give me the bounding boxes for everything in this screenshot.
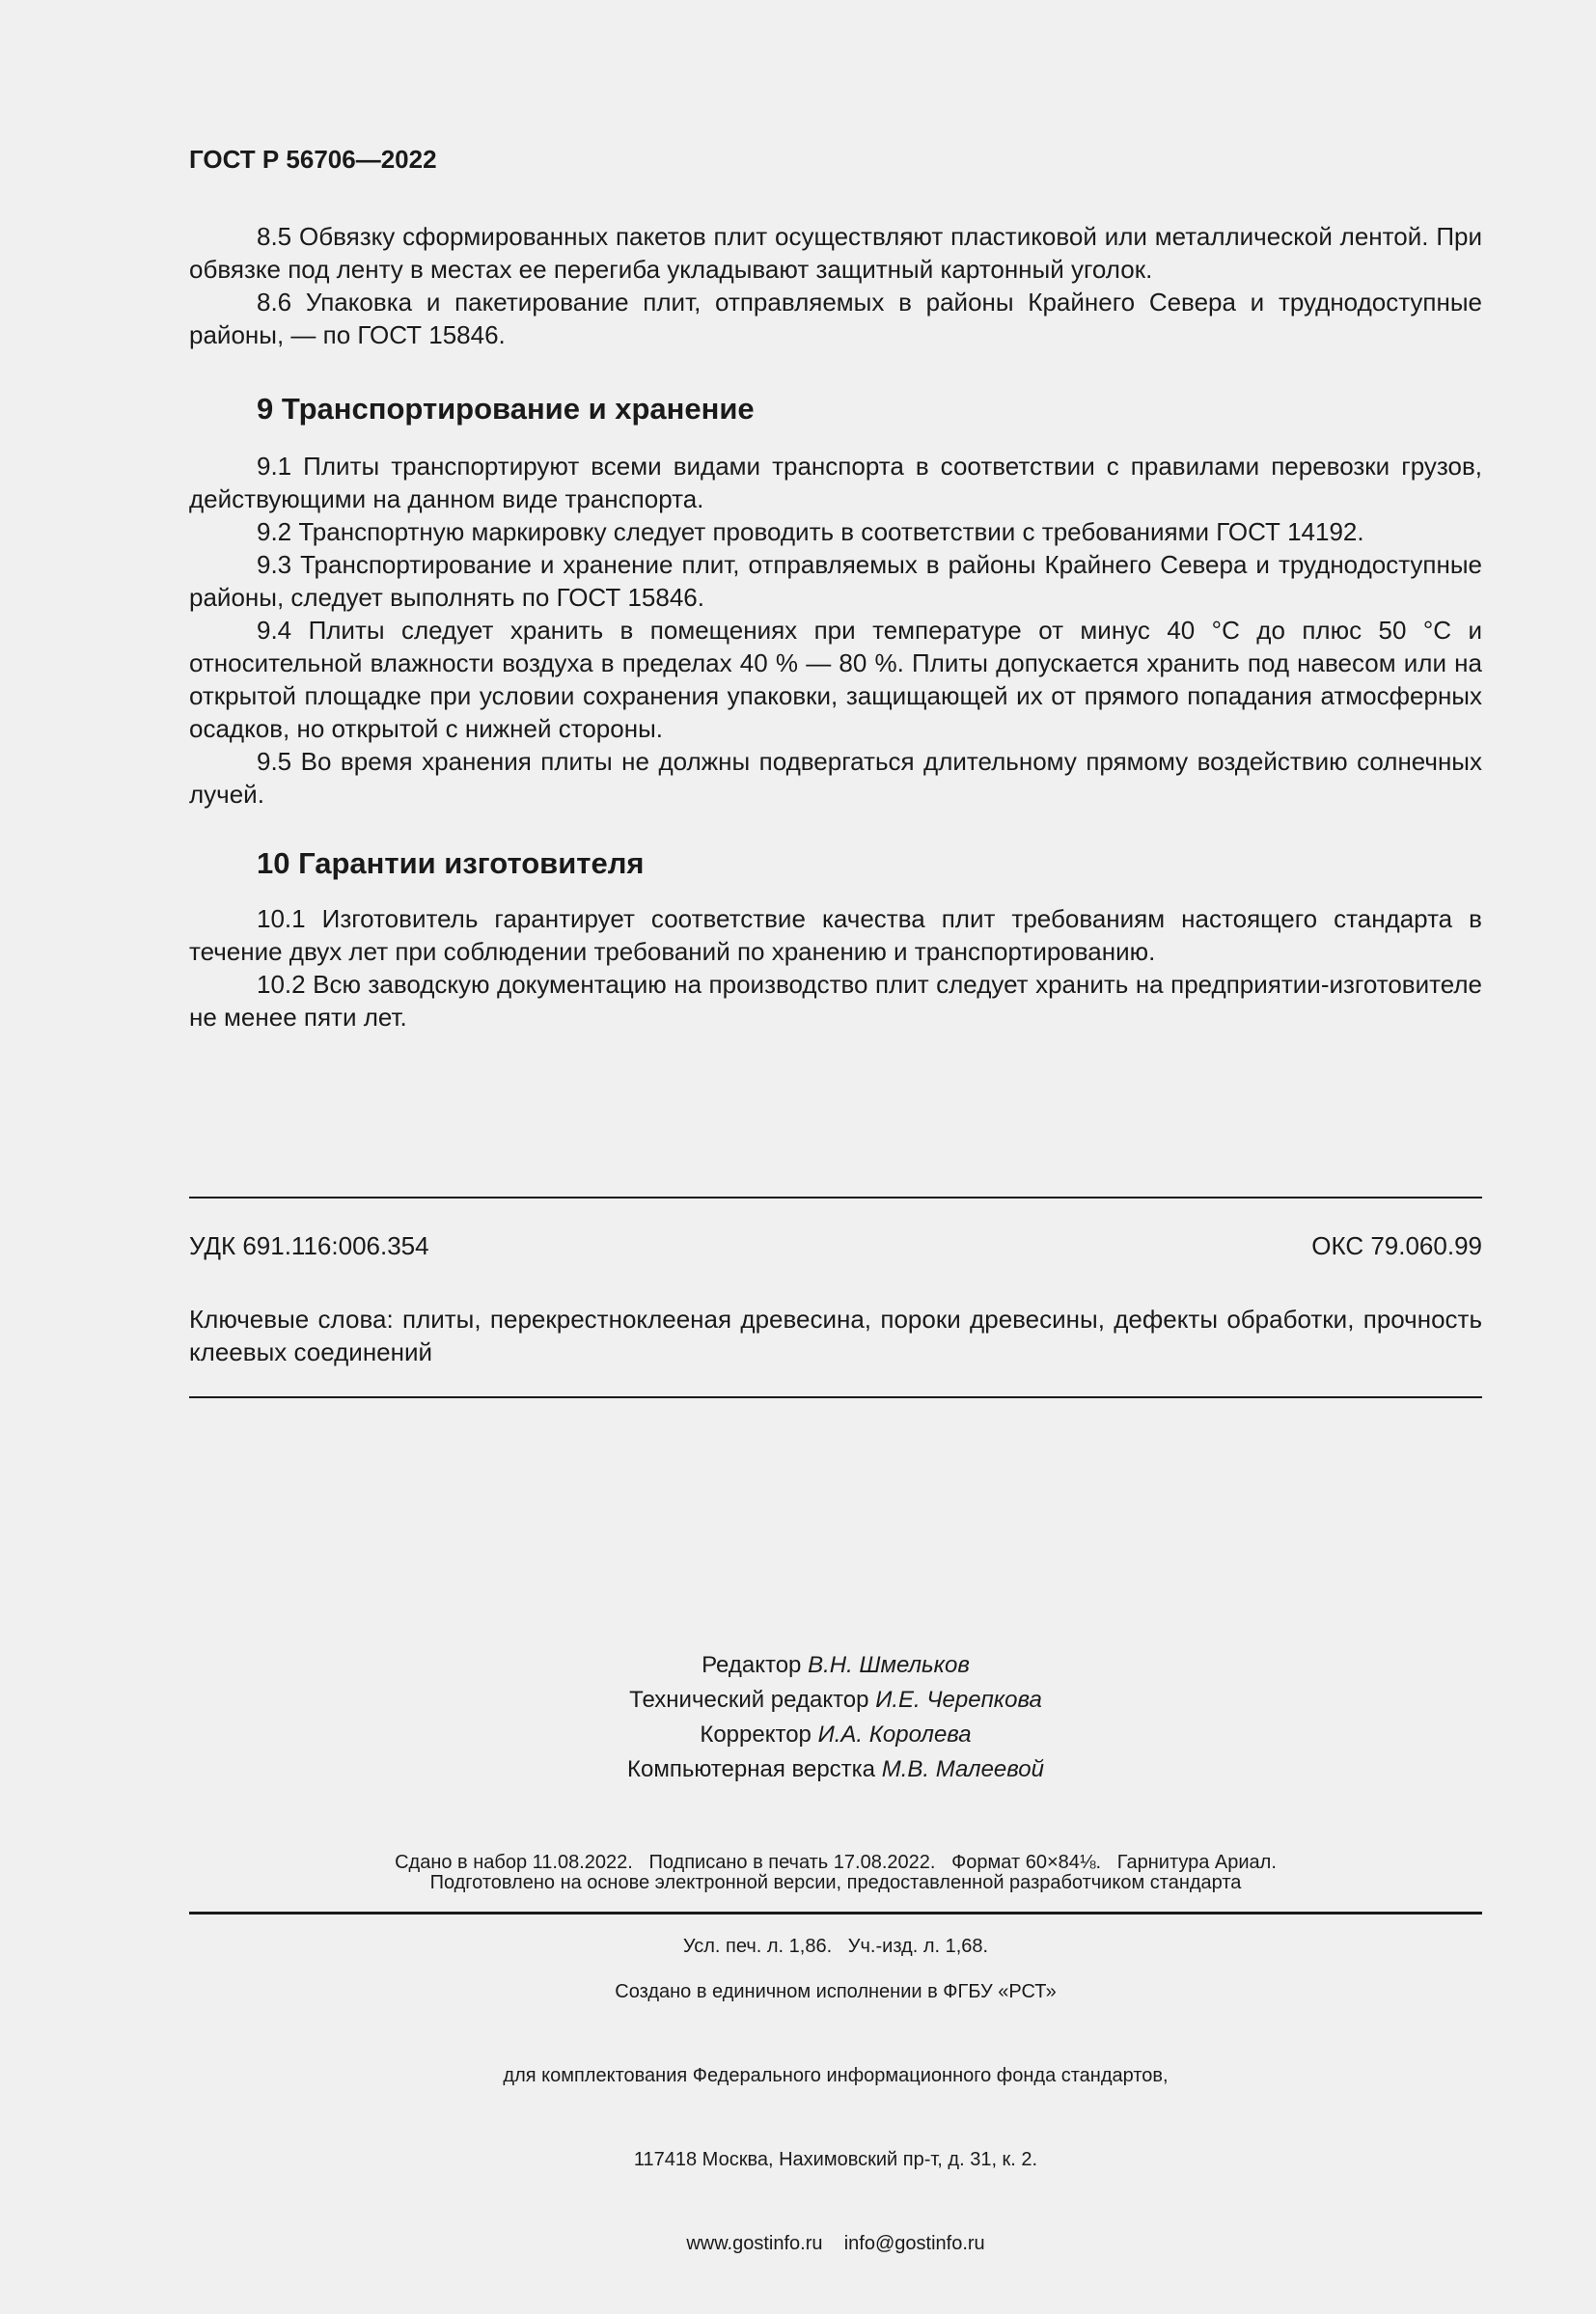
paragraph-9-2: 9.2 Транспортную маркировку следует проводить в соответствии с требованиями ГОСТ 14192. <box>257 517 1364 546</box>
footer-line-2: для комплектования Федерального информационного фонда стандартов, <box>503 2065 1169 2086</box>
credit-editor: Редактор В.Н. Шмельков <box>702 1652 970 1678</box>
credit-proofreader: Корректор И.А. Королева <box>700 1722 972 1748</box>
paragraph-9-3: 9.3 Транспортирование и хранение плит, отправляемых в районы Крайнего Севера и труднодоступные районы, следует выполнять по ГОСТ 15846. <box>189 550 1482 612</box>
credits-block <box>189 1648 1482 1787</box>
section-9 <box>189 390 1482 428</box>
paragraph-9-4: 9.4 Плиты следует хранить в помещениях при температуре от минус 40 °С до плюс 50 °С и относительной влажности воздуха в пределах 40 % — 80 %. Плиты допускается хранить под навесом или на открытой площадке при условии сохранения упаковки, защищающей их от прямого попадания атмосферных осадков, но открытой с нижней стороны. <box>189 616 1482 743</box>
prepared-note: Подготовлено на основе электронной версии, предоставленной разработчиком стандарта <box>429 1872 1242 1893</box>
section-9-body <box>189 450 1482 811</box>
section-10 <box>189 844 1482 883</box>
paragraph-10-2: 10.2 Всю заводскую документацию на производство плит следует хранить на предприятии-изготовителе не менее пяти лет. <box>189 970 1482 1032</box>
paragraph-8-5: 8.5 Обвязку сформированных пакетов плит осуществляют пластиковой или металлической лентой. При обвязке под ленту в местах ее перегиба укладывают защитный картонный уголок. <box>189 222 1482 284</box>
credit-layout: Компьютерная верстка М.В. Малеевой <box>627 1756 1044 1782</box>
divider-top <box>189 1197 1482 1198</box>
paragraph-10-1: 10.1 Изготовитель гарантирует соответствие качества плит требованиям настоящего стандарта в течение двух лет при соблюдении требований по хранению и транспортированию. <box>189 904 1482 966</box>
imprint-line-2: Усл. печ. л. 1,86. Уч.-изд. л. 1,68. <box>682 1936 989 1957</box>
section-10-body <box>189 902 1482 1033</box>
keywords: Ключевые слова: плиты, перекрестноклееная древесина, пороки древесины, дефекты обработки, прочность клеевых соединений <box>189 1305 1482 1366</box>
imprint-line-1: Сдано в набор 11.08.2022. Подписано в печать 17.08.2022. Формат 60×84⅛. Гарнитура Ариал. <box>395 1852 1277 1873</box>
classification-row <box>189 1231 1482 1261</box>
credit-tech-editor: Технический редактор И.Е. Черепкова <box>629 1687 1042 1713</box>
paragraph-9-1: 9.1 Плиты транспортируют всеми видами транспорта в соответствии с правилами перевозки грузов, действующими на данном виде транспорта. <box>189 452 1482 513</box>
oks-code: ОКС 79.060.99 <box>1311 1231 1482 1260</box>
udk-code: УДК 691.116:006.354 <box>189 1231 429 1260</box>
footer-block <box>189 1922 1482 2314</box>
footer-line-1: Создано в единичном исполнении в ФГБУ «РСТ» <box>615 1981 1057 2002</box>
paragraph-9-5: 9.5 Во время хранения плиты не должны подвергаться длительному прямому воздействию солнечных лучей. <box>189 747 1482 809</box>
section-10-title: 10 Гарантии изготовителя <box>257 846 645 880</box>
footer-line-3: 117418 Москва, Нахимовский пр-т, д. 31, к. 2. <box>633 2149 1038 2170</box>
section-9-title: 9 Транспортирование и хранение <box>257 392 755 426</box>
paragraph-8-6: 8.6 Упаковка и пакетирование плит, отправляемых в районы Крайнего Севера и труднодоступные районы, — по ГОСТ 15846. <box>189 288 1482 349</box>
document-code: ГОСТ Р 56706—2022 <box>189 145 437 174</box>
section-8-continued <box>189 220 1482 351</box>
divider-keywords <box>189 1396 1482 1398</box>
divider-footer <box>189 1912 1482 1915</box>
footer-line-4: www.gostinfo.ru info@gostinfo.ru <box>686 2233 985 2254</box>
